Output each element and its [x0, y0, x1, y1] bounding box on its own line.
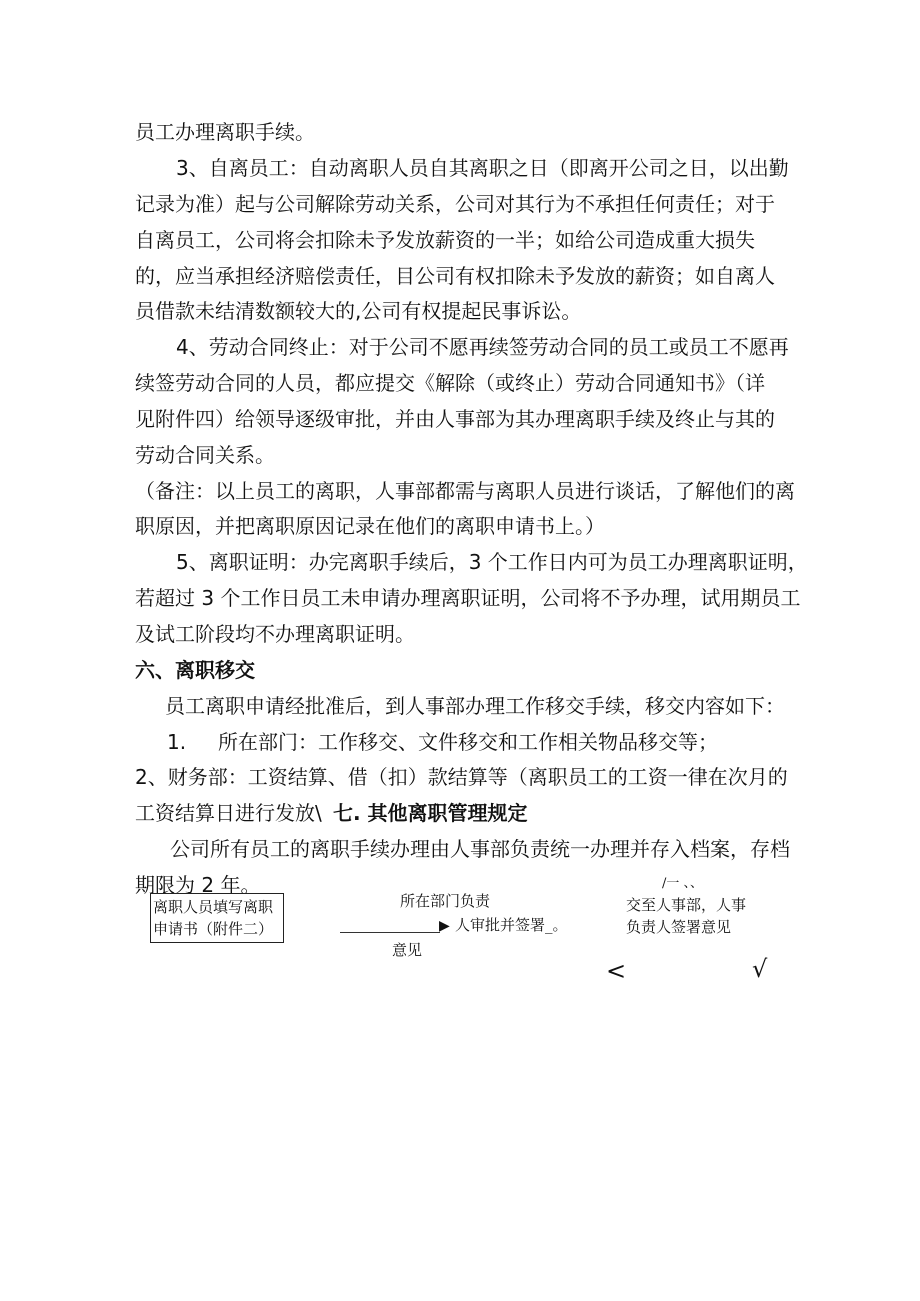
text-line-12: 职原因，并把离职原因记录在他们的离职申请书上。）	[135, 514, 605, 538]
text-line-23: 期限为 2 年。	[135, 873, 261, 897]
text-line-14: 若超过 3 个工作日员工未申请办理离职证明，公司将不予办理，试用期员工	[135, 586, 801, 610]
flow-box-text-2: 申请书（附件二）	[153, 920, 274, 938]
text-line-3: 记录为准）起与公司解除劳动关系，公司对其行为不承担任何责任；对于	[135, 192, 775, 216]
text-line-8: 续签劳动合同的人员，都应提交《解除（或终止）劳动合同通知书》（详	[135, 371, 765, 395]
text-line-18: 所在部门：工作移交、文件移交和工作相关物品移交等；	[218, 730, 718, 754]
text-line-15: 及试工阶段均不办理离职证明。	[135, 622, 415, 646]
text-line-1: 员工办理离职手续。	[135, 120, 315, 144]
flow-arrow-line	[340, 932, 440, 933]
flow-dept-text: 所在部门负责	[400, 892, 491, 910]
list-number-1: 1.	[167, 730, 187, 754]
flow-opinion-text: 意见	[392, 941, 423, 959]
text-line-2: 3、自离员工：自动离职人员自其离职之日（即离开公司之日，以出勤	[176, 156, 789, 180]
less-than-symbol: <	[606, 957, 627, 985]
flow-hr-text-1: 交至人事部，人事	[626, 896, 747, 914]
text-line-20: 工资结算日进行发放\	[135, 801, 322, 825]
text-line-6: 员借款未结清数额较大的,公司有权提起民事诉讼。	[135, 299, 582, 323]
section-heading-7: 七. 其他离职管理规定	[333, 801, 528, 825]
check-mark-icon: √	[752, 955, 768, 983]
text-line-5: 的，应当承担经济赔偿责任，目公司有权扣除未予发放的薪资；如自离人	[135, 264, 775, 288]
text-line-7: 4、劳动合同终止：对于公司不愿再续签劳动合同的员工或员工不愿再	[176, 335, 789, 359]
section-heading-6: 六、离职移交	[135, 658, 255, 682]
flow-hr-text-2: 负责人签署意见	[626, 918, 732, 936]
text-line-9: 见附件四）给领导逐级审批，并由人事部为其办理离职手续及终止与其的	[135, 407, 775, 431]
text-line-19: 2、财务部：工资结算、借（扣）款结算等（离职员工的工资一律在次月的	[135, 765, 788, 789]
text-line-13: 5、离职证明：办完离职手续后，3 个工作日内可为员工办理离职证明，	[176, 550, 808, 574]
arrow-right-icon: ▶	[439, 918, 450, 934]
text-line-17: 员工离职申请经批准后，到人事部办理工作移交手续，移交内容如下：	[165, 694, 785, 718]
flow-box-text-1: 离职人员填写离职	[153, 898, 274, 916]
text-line-4: 自离员工，公司将会扣除未予发放薪资的一半；如给公司造成重大损失	[135, 228, 755, 252]
flow-approve-text: 人审批并签署_。	[455, 916, 568, 934]
text-line-10: 劳动合同关系。	[135, 443, 275, 467]
text-line-22: 公司所有员工的离职手续办理由人事部负责统一办理并存入档案，存档	[170, 837, 790, 861]
text-line-11: （备注：以上员工的离职，人事部都需与离职人员进行谈话，了解他们的离	[135, 479, 795, 503]
flow-marks: /一 、、	[662, 876, 704, 891]
